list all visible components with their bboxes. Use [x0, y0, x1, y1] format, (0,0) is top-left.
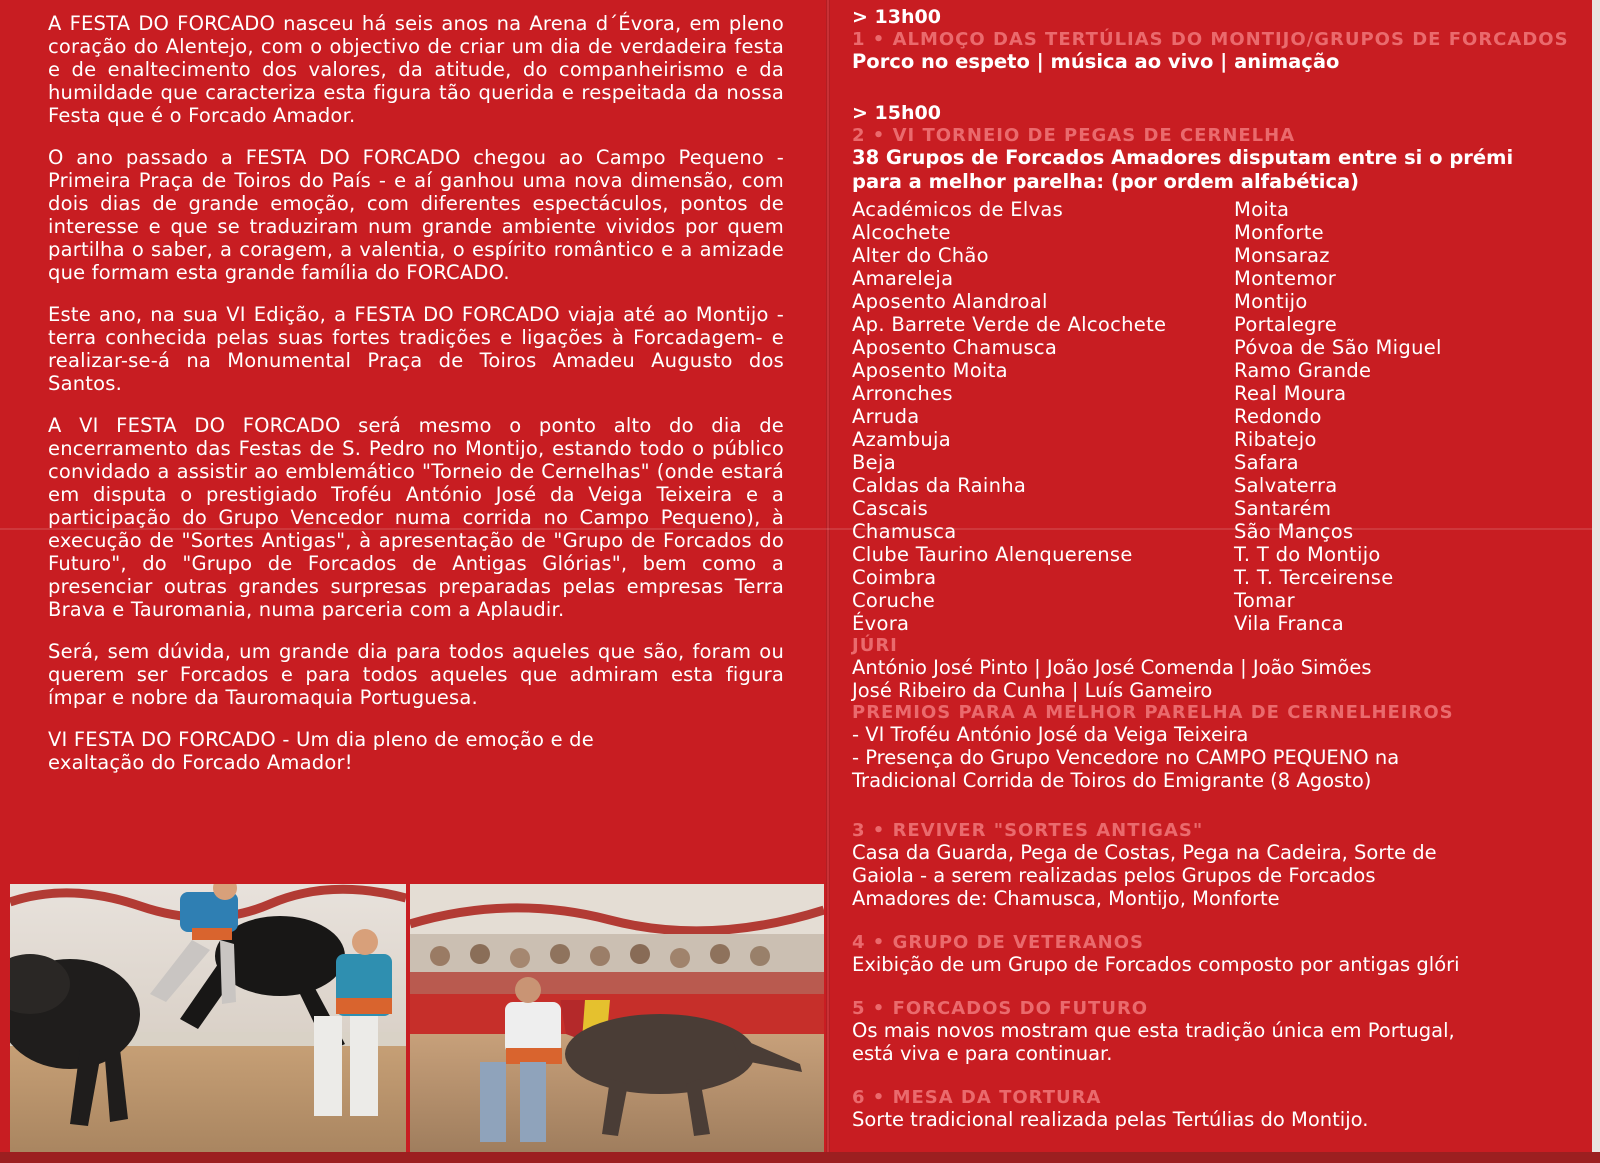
jury-title: JÚRI	[852, 635, 898, 656]
list-item: Ribatejo	[1234, 428, 1317, 451]
section-2-title: 2 • VI TORNEIO DE PEGAS DE CERNELHA	[852, 125, 1296, 146]
list-item: Monsaraz	[1234, 244, 1330, 267]
list-item: T. T. Terceirense	[1234, 566, 1394, 589]
list-item: Real Moura	[1234, 382, 1347, 405]
list-item: Aposento Alandroal	[852, 290, 1048, 313]
jury-line-1: António José Pinto | João José Comenda | João Simões	[852, 656, 1372, 679]
list-item: Portalegre	[1234, 313, 1337, 336]
list-item: Arronches	[852, 382, 953, 405]
intro-paragraph-2: O ano passado a FESTA DO FORCADO chegou ao Campo Pequeno - Primeira Praça de Toiros do País - e aí ganhou uma nova dimensão, com dois dias de grande emoção, com diferentes espectáculos, pontos de interesse e que se traduziram num grande ambiente vividos por quem partilha o saber, a coragem, a valentia, o espírito romântico e a amizade que formam esta grande família do FORCADO.	[48, 146, 784, 284]
prize-2-line-1: - Presença do Grupo Vencedore no CAMPO PEQUENO na	[852, 746, 1400, 769]
section-2-intro-line-2: para a melhor parelha: (por ordem alfabética)	[852, 170, 1360, 193]
intro-closing	[48, 728, 784, 774]
section-4-title: 4 • GRUPO DE VETERANOS	[852, 932, 1144, 953]
intro-paragraph-3: Este ano, na sua VI Edição, a FESTA DO FORCADO viaja até ao Montijo - terra conhecida pelas suas fortes tradições e ligações à Forcadagem- e realizar-se-á na Monumental Praça de Toiros Amadeu Augusto dos Santos.	[48, 303, 784, 395]
list-item: Académicos de Elvas	[852, 198, 1064, 221]
intro-paragraph-1: A FESTA DO FORCADO nasceu há seis anos na Arena d´Évora, em pleno coração do Alentejo, com o objectivo de criar um dia de verdadeira festa e de enaltecimento dos valores, da atitude, do companheirismo e da humildade que caracteriza esta figura tão querida e respeitada da nossa Festa que é o Forcado Amador.	[48, 12, 784, 127]
program-section-1	[852, 6, 1592, 74]
list-item: Coimbra	[852, 566, 937, 589]
intro-closing-line-1: VI FESTA DO FORCADO - Um dia pleno de emoção e de	[48, 728, 594, 751]
section-4-line-1: Exibição de um Grupo de Forcados composto por antigas glóri	[852, 953, 1460, 976]
groups-list	[852, 198, 1592, 635]
section-2-time: > 15h00	[852, 102, 941, 124]
intro-paragraph-5: Será, sem dúvida, um grande dia para todos aqueles que são, foram ou querem ser Forcados e para todos aqueles que admiram esta figura ímpar e nobre da Tauromaquia Portuguesa.	[48, 640, 784, 709]
list-item: Monforte	[1234, 221, 1324, 244]
section-3-line-3: Amadores de: Chamusca, Montijo, Monforte	[852, 887, 1280, 910]
intro-column	[48, 12, 784, 793]
section-1-detail: Porco no espeto | música ao vivo | animação	[852, 50, 1340, 73]
list-item: Cascais	[852, 497, 929, 520]
list-item: Beja	[852, 451, 896, 474]
photo-forcados-group	[10, 884, 406, 1154]
list-item: Chamusca	[852, 520, 957, 543]
bottom-paper-edge	[0, 1152, 1600, 1163]
program-section-6	[852, 1087, 1592, 1131]
jury-line-2: José Ribeiro da Cunha | Luís Gameiro	[852, 679, 1213, 702]
photo-forcado-bull-image	[410, 884, 824, 1154]
section-2-intro-line-1: 38 Grupos de Forcados Amadores disputam entre si o prémi	[852, 146, 1514, 169]
section-3-title: 3 • REVIVER "SORTES ANTIGAS"	[852, 820, 1204, 841]
program-section-3	[852, 820, 1592, 910]
list-item: T. T do Montijo	[1234, 543, 1381, 566]
list-item: Montijo	[1234, 290, 1308, 313]
section-6-line-1: Sorte tradicional realizada pelas Tertúlias do Montijo.	[852, 1108, 1369, 1131]
list-item: Aposento Chamusca	[852, 336, 1058, 359]
list-item: Vila Franca	[1234, 612, 1344, 635]
prize-2-line-2: Tradicional Corrida de Toiros do Emigrante (8 Agosto)	[852, 769, 1372, 792]
list-item: Póvoa de São Miguel	[1234, 336, 1442, 359]
list-item: Clube Taurino Alenquerense	[852, 543, 1133, 566]
list-item: Coruche	[852, 589, 936, 612]
section-5-title: 5 • FORCADOS DO FUTURO	[852, 998, 1149, 1019]
vertical-fold	[826, 0, 830, 1163]
section-3-line-2: Gaiola - a serem realizadas pelos Grupos de Forcados	[852, 864, 1376, 887]
list-item: Ramo Grande	[1234, 359, 1372, 382]
horizontal-crease	[0, 528, 1600, 530]
list-item: São Manços	[1234, 520, 1354, 543]
list-item: Salvaterra	[1234, 474, 1338, 497]
list-item: Redondo	[1234, 405, 1322, 428]
groups-list-right	[1234, 198, 1594, 635]
groups-list-left	[852, 198, 1234, 635]
program-section-5	[852, 998, 1592, 1065]
section-1-time: > 13h00	[852, 6, 941, 28]
right-paper-edge	[1592, 0, 1600, 1163]
section-6-title: 6 • MESA DA TORTURA	[852, 1087, 1102, 1108]
list-item: Caldas da Rainha	[852, 474, 1027, 497]
list-item: Aposento Moita	[852, 359, 1008, 382]
photo-forcado-bull	[410, 884, 824, 1154]
program-section-2	[852, 102, 1592, 792]
list-item: Montemor	[1234, 267, 1337, 290]
list-item: Safara	[1234, 451, 1299, 474]
list-item: Santarém	[1234, 497, 1332, 520]
section-5-line-1: Os mais novos mostram que esta tradição única em Portugal,	[852, 1019, 1455, 1042]
list-item: Ap. Barrete Verde de Alcochete	[852, 313, 1167, 336]
list-item: Azambuja	[852, 428, 952, 451]
intro-paragraph-4: A VI FESTA DO FORCADO será mesmo o ponto alto do dia de encerramento das Festas de S. Pedro no Montijo, estando todo o público convidado a assistir ao emblemático "Torneio de Cernelhas" (onde estará em disputa o prestigiado Troféu António José da Veiga Teixeira e a participação do Grupo Vencedor numa corrida no Campo Pequeno), à execução de "Sortes Antigas", à apresentação de "Grupo de Forcados do Futuro", do "Grupo de Forcados de Antigas Glórias", bem como a presenciar outras grandes surpresas preparadas pelas empresas Terra Brava e Tauromania, numa parceria com a Aplaudir.	[48, 414, 784, 621]
list-item: Amareleja	[852, 267, 954, 290]
program-column	[852, 6, 1592, 1131]
program-section-4	[852, 932, 1592, 976]
list-item: Évora	[852, 612, 910, 635]
section-5-line-2: está viva e para continuar.	[852, 1042, 1113, 1065]
section-1-title: 1 • ALMOÇO DAS TERTÚLIAS DO MONTIJO/GRUPOS DE FORCADOS	[852, 29, 1569, 50]
list-item: Alter do Chão	[852, 244, 989, 267]
prizes-title: PREMIOS PARA A MELHOR PARELHA DE CERNELHEIROS	[852, 702, 1454, 723]
list-item: Tomar	[1234, 589, 1295, 612]
section-3-line-1: Casa da Guarda, Pega de Costas, Pega na Cadeira, Sorte de	[852, 841, 1437, 864]
list-item: Moita	[1234, 198, 1290, 221]
list-item: Arruda	[852, 405, 920, 428]
prize-1: - VI Troféu António José da Veiga Teixeira	[852, 723, 1249, 746]
photo-forcados-group-image	[10, 884, 406, 1154]
list-item: Alcochete	[852, 221, 951, 244]
intro-closing-line-2: exaltação do Forcado Amador!	[48, 751, 353, 774]
